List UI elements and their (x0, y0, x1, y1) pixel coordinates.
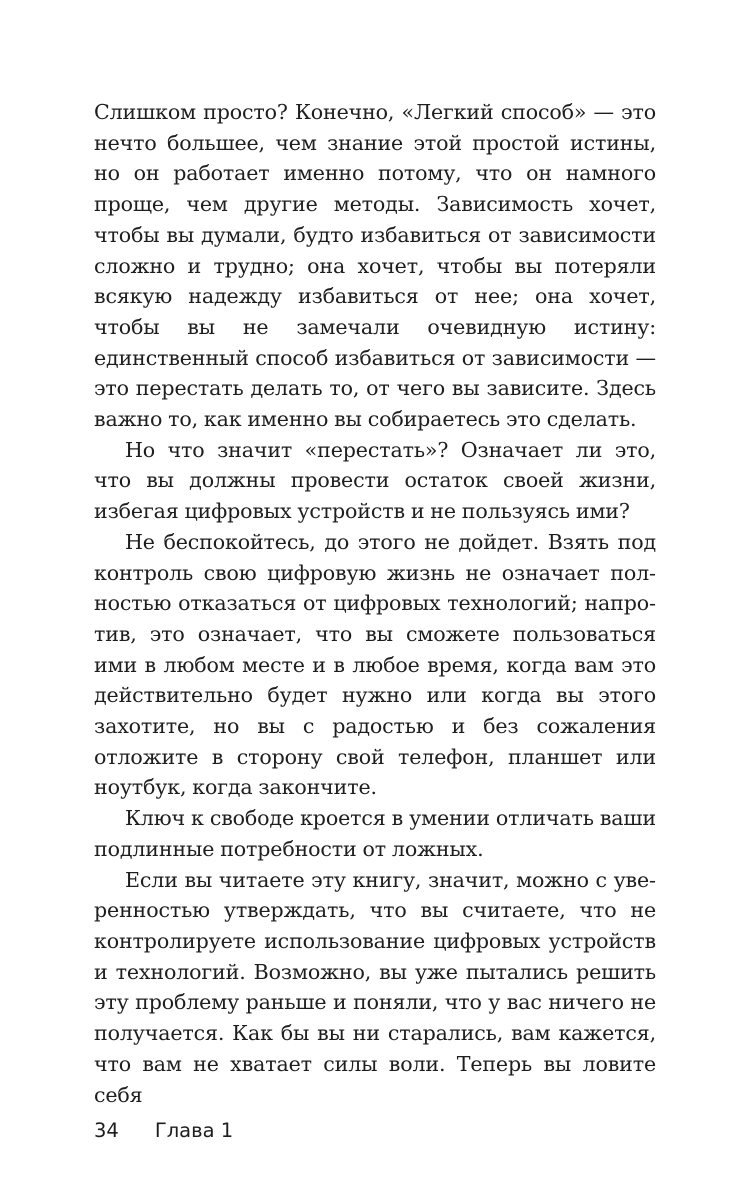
paragraph-5: Если вы читаете эту книгу, значит, можно с уверенностью утверждать, что вы считаете, что не контролируете использование цифровых устройств и технологий. Возможно, вы уже пытались решить эту проблему раньше и поняли, что у вас ничего не получается. Как бы вы ни старались, вам кажется, что вам не хватает силы воли. Теперь вы ловите себя (94, 867, 656, 1107)
page-footer (94, 1118, 233, 1144)
body-text (94, 97, 656, 1110)
paragraph-1: Слишком просто? Конечно, «Легкий способ» — это нечто большее, чем знание этой простой истины, но он работает именно потому, что он намного проще, чем другие методы. Зависимость хочет, чтобы вы думали, будто избавиться от зависимости сложно и трудно; она хочет, чтобы вы потеряли всякую надежду избавиться от нее; она хочет, чтобы вы не замечали очевидную истину: единственный способ избавиться от зависимости — это перестать делать то, от чего вы зависите. Здесь важно то, как именно вы собираетесь это сделать. (94, 100, 656, 432)
paragraph-4: Ключ к свободе кроется в умении отличать ваши подлинные потребности от ложных. (94, 806, 656, 861)
paragraph-3: Не беспокойтесь, до этого не дойдет. Взять под контроль свою цифровую жизнь не означает полностью отказаться от цифровых технологий; напротив, это означает, что вы сможете пользоваться ими в любом месте и в любое время, когда вам это действительно будет нужно или когда вы этого захотите, но вы с радостью и без сожаления отложите в сторону свой телефон, планшет или ноутбук, когда закончите. (94, 529, 656, 800)
chapter-label: Глава 1 (154, 1119, 234, 1142)
page-number: 34 (94, 1119, 119, 1142)
paragraph-2: Но что значит «перестать»? Означает ли это, что вы должны провести остаток своей жизни, избегая цифровых устройств и не пользуясь ими? (94, 437, 656, 524)
